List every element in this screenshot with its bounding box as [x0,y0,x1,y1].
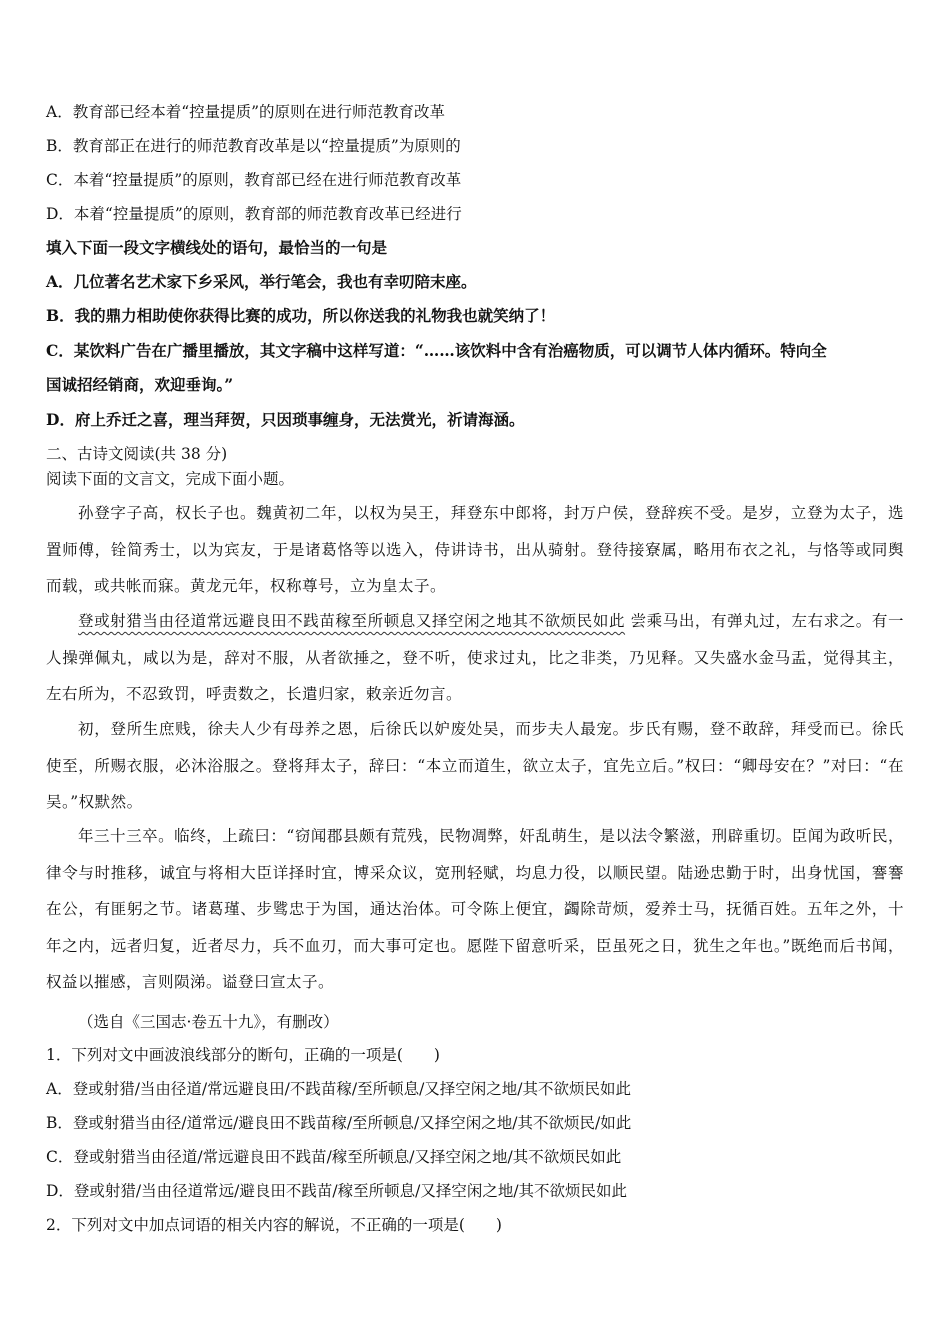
fill-option-d: D．府上乔迁之喜，理当拜贺，只因琐事缠身，无法赏光，祈请海涵。 [46,410,525,429]
q2-stem: 2．下列对文中加点词语的相关内容的解说，不正确的一项是( ) [46,1216,502,1234]
fill-option-b: B．我的鼎力相助使你获得比赛的成功，所以你送我的礼物我也就笑纳了！ [46,306,556,325]
fill-question-stem: 填入下面一段文字横线处的语句，最恰当的一句是 [46,238,388,257]
passage-paragraph-2-rest: 尝乘马出，有弹丸过，左右求之。有一人操弹佩丸，咸以为是，辞对不服，从者欲捶之，登不听，使求过丸，比之非类，乃见释。又失盛水金马盂，觉得其主，左右所为，不忍致罚，呼责数之，长遣归家，敕亲近勿言。 [46,612,904,703]
q1-stem: 1．下列对文中画波浪线部分的断句，正确的一项是( ) [46,1046,440,1064]
prev-option-a: A．教育部已经本着“控量提质”的原则在进行师范教育改革 [46,103,446,121]
fill-option-c-line1: C．某饮料广告在广播里播放，其文字稿中这样写道：“……该饮料中含有治癌物质，可以调节人体内循环。特向全 [46,341,827,360]
passage-paragraph-1: 孙登字子高，权长子也。魏黄初二年，以权为吴王，拜登东中郎将，封万户侯，登辞疾不受。是岁，立登为太子，选置师傅，铨简秀士，以为宾友，于是诸葛恪等以选入，侍讲诗书，出从骑射。登待接寮属，略用布衣之礼，与恪等或同舆而载，或共帐而寐。黄龙元年，权称尊号，立为皇太子。 [46,504,904,595]
q1-option-a: A．登或射猎/当由径道/常远避良田/不践苗稼/至所顿息/又择空闲之地/其不欲烦民如此 [46,1080,632,1098]
wavy-underlined-sentence: 登或射猎当由径道常远避良田不践苗稼至所顿息又择空闲之地其不欲烦民如此 [78,612,626,630]
fill-option-c-line2: 国诚招经销商，欢迎垂询。” [46,375,234,394]
q1-option-c: C．登或射猎当由径道/常远避良田不践苗/稼至所顿息/又择空闲之地/其不欲烦民如此 [46,1148,622,1166]
passage-paragraph-4: 年三十三卒。临终，上疏曰：“窃闻郡县颇有荒残，民物凋弊，奸乱萌生，是以法令繁滋，刑辟重切。臣闻为政听民，律令与时推移，诚宜与将相大臣详择时宜，博采众议，宽刑轻赋，均息力役，以顺民望。陆逊忠勤于时，出身忧国，謇謇在公，有匪躬之节。诸葛瑾、步骘忠于为国，通达治体。可令陈上便宜，蠲除苛烦，爱养士马，抚循百姓。五年之外，十年之内，远者归复，近者尽力，兵不血刃，而大事可定也。愿陛下留意听采，臣虽死之日，犹生之年也。”既绝而后书闻，权益以摧感，言则陨涕。谥登曰宣太子。 [46,827,904,991]
prev-option-d: D．本着“控量提质”的原则，教育部的师范教育改革已经进行 [46,205,462,223]
section-instruction: 阅读下面的文言文，完成下面小题。 [46,470,295,488]
passage-paragraph-2 [46,603,904,713]
section-title: 二、古诗文阅读(共 38 分) [46,445,228,463]
passage-paragraph-3: 初，登所生庶贱，徐夫人少有母养之恩，后徐氏以妒废处吴，而步夫人最宠。步氏有赐，登不敢辞，拜受而已。徐氏使至，所赐衣服，必沐浴服之。登将拜太子，辞曰：“本立而道生，欲立太子，宜先立后。”权曰：“卿母安在？”对曰：“在吴。”权默然。 [46,720,904,811]
q1-option-d: D．登或射猎/当由径道常远/避良田不践苗/稼至所顿息/又择空闲之地/其不欲烦民如此 [46,1182,628,1200]
prev-option-c: C．本着“控量提质”的原则，教育部已经在进行师范教育改革 [46,171,462,189]
fill-option-a: A．几位著名艺术家下乡采风，举行笔会，我也有幸叨陪末座。 [46,272,477,291]
passage-source: （选自《三国志·卷五十九》，有删改） [78,1013,339,1031]
q1-option-b: B．登或射猎当由径/道常远/避良田不践苗稼/至所顿息/又择空闲之地/其不欲烦民/如此 [46,1114,632,1132]
prev-option-b: B．教育部正在进行的师范教育改革是以“控量提质”为原则的 [46,137,461,155]
